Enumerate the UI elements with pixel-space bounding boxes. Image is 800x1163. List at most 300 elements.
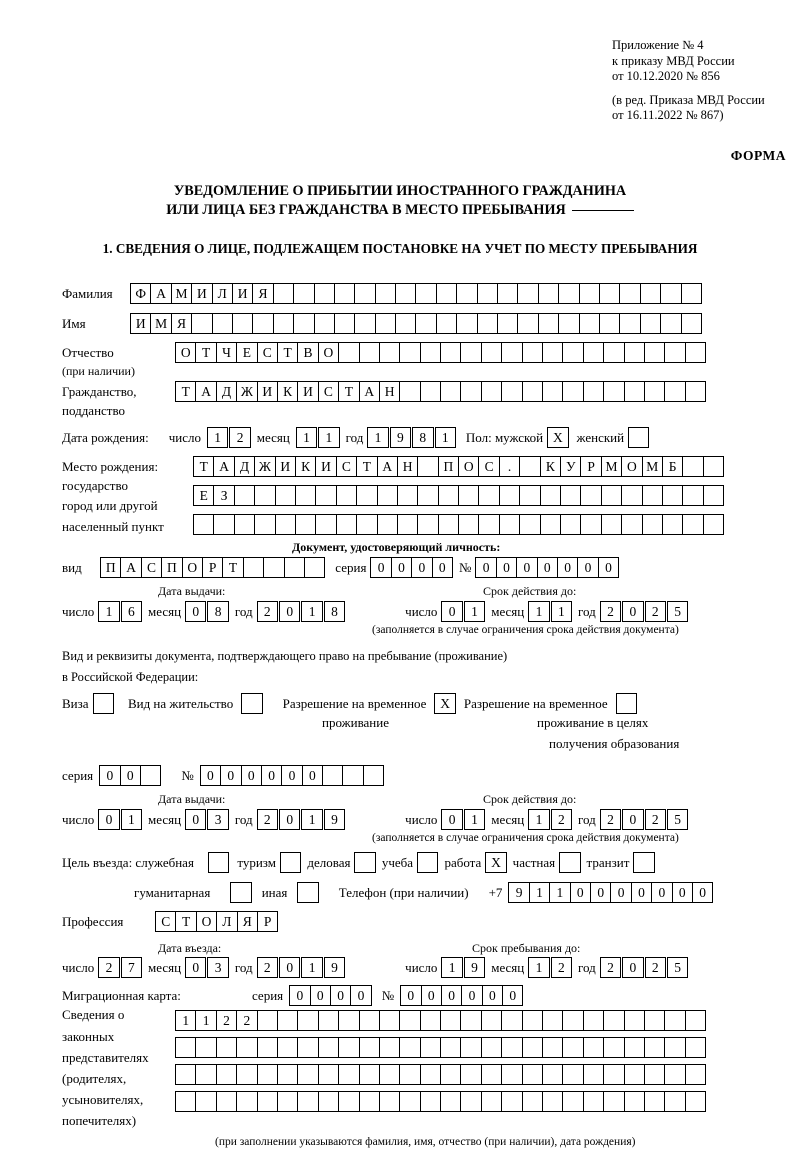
char-cell[interactable] xyxy=(583,1064,604,1085)
char-cell[interactable]: К xyxy=(295,456,316,477)
purpose-service-checkbox[interactable] xyxy=(208,852,229,873)
char-cell[interactable] xyxy=(338,1064,359,1085)
char-cell[interactable] xyxy=(254,514,275,535)
char-cell[interactable] xyxy=(542,1037,563,1058)
purpose-private-checkbox[interactable] xyxy=(559,852,580,873)
legal-rep-line2-input[interactable] xyxy=(175,1037,706,1058)
char-cell[interactable]: 2 xyxy=(600,809,621,830)
char-cell[interactable]: 1 xyxy=(551,601,572,622)
char-cell[interactable] xyxy=(354,313,375,334)
char-cell[interactable] xyxy=(460,1037,481,1058)
char-cell[interactable] xyxy=(377,485,398,506)
char-cell[interactable]: О xyxy=(458,456,479,477)
char-cell[interactable] xyxy=(359,1064,380,1085)
char-cell[interactable] xyxy=(379,1010,400,1031)
char-cell[interactable]: А xyxy=(359,381,380,402)
char-cell[interactable] xyxy=(322,765,343,786)
char-cell[interactable]: 1 xyxy=(98,601,119,622)
char-cell[interactable]: 2 xyxy=(257,809,278,830)
char-cell[interactable] xyxy=(314,283,335,304)
char-cell[interactable] xyxy=(583,342,604,363)
char-cell[interactable] xyxy=(681,283,702,304)
char-cell[interactable] xyxy=(542,342,563,363)
char-cell[interactable]: 1 xyxy=(121,809,142,830)
char-cell[interactable]: 2 xyxy=(600,601,621,622)
doc-type-input[interactable] xyxy=(100,557,325,578)
char-cell[interactable]: 0 xyxy=(610,882,631,903)
char-cell[interactable] xyxy=(664,1064,685,1085)
char-cell[interactable] xyxy=(399,381,420,402)
char-cell[interactable]: 0 xyxy=(279,809,300,830)
sex-female-checkbox[interactable] xyxy=(628,427,649,448)
char-cell[interactable]: П xyxy=(100,557,121,578)
char-cell[interactable] xyxy=(395,313,416,334)
char-cell[interactable]: Л xyxy=(216,911,237,932)
char-cell[interactable] xyxy=(685,1091,706,1112)
char-cell[interactable]: 1 xyxy=(529,882,550,903)
char-cell[interactable]: 1 xyxy=(549,882,570,903)
char-cell[interactable]: О xyxy=(196,911,217,932)
char-cell[interactable] xyxy=(318,1010,339,1031)
char-cell[interactable] xyxy=(395,283,416,304)
char-cell[interactable]: Е xyxy=(236,342,257,363)
char-cell[interactable] xyxy=(560,485,581,506)
char-cell[interactable] xyxy=(436,283,457,304)
char-cell[interactable] xyxy=(644,381,665,402)
char-cell[interactable] xyxy=(478,514,499,535)
char-cell[interactable]: 0 xyxy=(281,765,302,786)
char-cell[interactable]: 2 xyxy=(257,601,278,622)
char-cell[interactable] xyxy=(640,283,661,304)
char-cell[interactable]: . xyxy=(499,456,520,477)
char-cell[interactable]: Д xyxy=(216,381,237,402)
char-cell[interactable] xyxy=(685,1010,706,1031)
char-cell[interactable] xyxy=(420,381,441,402)
char-cell[interactable] xyxy=(275,514,296,535)
char-cell[interactable] xyxy=(682,514,703,535)
purpose-humanitarian-checkbox[interactable] xyxy=(230,882,251,903)
char-cell[interactable]: 0 xyxy=(400,985,421,1006)
char-cell[interactable] xyxy=(399,1037,420,1058)
purpose-transit-checkbox[interactable] xyxy=(633,852,654,873)
char-cell[interactable] xyxy=(458,485,479,506)
birthplace-line2-input[interactable] xyxy=(193,485,724,506)
char-cell[interactable]: 0 xyxy=(350,985,371,1006)
char-cell[interactable]: 0 xyxy=(279,957,300,978)
surname-input[interactable] xyxy=(130,283,702,304)
char-cell[interactable] xyxy=(601,514,622,535)
purpose-business-checkbox[interactable] xyxy=(354,852,375,873)
char-cell[interactable] xyxy=(415,313,436,334)
char-cell[interactable] xyxy=(304,557,325,578)
doc-series-input[interactable] xyxy=(370,557,453,578)
char-cell[interactable]: Т xyxy=(338,381,359,402)
char-cell[interactable] xyxy=(318,1064,339,1085)
char-cell[interactable] xyxy=(562,342,583,363)
char-cell[interactable] xyxy=(252,313,273,334)
char-cell[interactable]: О xyxy=(621,456,642,477)
char-cell[interactable] xyxy=(542,1064,563,1085)
char-cell[interactable] xyxy=(342,765,363,786)
legal-rep-line3-input[interactable] xyxy=(175,1064,706,1085)
temp-residence-checkbox[interactable]: X xyxy=(434,693,455,714)
char-cell[interactable]: И xyxy=(315,456,336,477)
char-cell[interactable]: 3 xyxy=(207,957,228,978)
char-cell[interactable]: 3 xyxy=(207,809,228,830)
char-cell[interactable] xyxy=(660,283,681,304)
char-cell[interactable]: 0 xyxy=(99,765,120,786)
char-cell[interactable]: 2 xyxy=(257,957,278,978)
char-cell[interactable]: А xyxy=(150,283,171,304)
char-cell[interactable] xyxy=(438,485,459,506)
char-cell[interactable]: 2 xyxy=(645,601,666,622)
char-cell[interactable] xyxy=(624,381,645,402)
char-cell[interactable] xyxy=(195,1037,216,1058)
edu-residence-checkbox[interactable] xyxy=(616,693,637,714)
char-cell[interactable]: 9 xyxy=(324,809,345,830)
stay-series-input[interactable] xyxy=(99,765,161,786)
char-cell[interactable] xyxy=(481,1010,502,1031)
char-cell[interactable] xyxy=(481,381,502,402)
char-cell[interactable] xyxy=(599,283,620,304)
entry-year-input[interactable] xyxy=(257,957,346,978)
char-cell[interactable]: 7 xyxy=(121,957,142,978)
char-cell[interactable]: 9 xyxy=(508,882,529,903)
char-cell[interactable] xyxy=(438,514,459,535)
char-cell[interactable] xyxy=(338,1037,359,1058)
char-cell[interactable]: 1 xyxy=(528,957,549,978)
char-cell[interactable] xyxy=(624,1064,645,1085)
char-cell[interactable] xyxy=(236,1037,257,1058)
char-cell[interactable]: 1 xyxy=(318,427,339,448)
stayuntil-year-input[interactable] xyxy=(600,957,689,978)
char-cell[interactable] xyxy=(234,514,255,535)
char-cell[interactable]: Н xyxy=(379,381,400,402)
char-cell[interactable] xyxy=(685,1064,706,1085)
char-cell[interactable]: В xyxy=(297,342,318,363)
char-cell[interactable] xyxy=(542,1091,563,1112)
char-cell[interactable] xyxy=(273,313,294,334)
char-cell[interactable] xyxy=(517,283,538,304)
char-cell[interactable] xyxy=(519,485,540,506)
char-cell[interactable]: 8 xyxy=(324,601,345,622)
char-cell[interactable]: У xyxy=(560,456,581,477)
char-cell[interactable]: И xyxy=(130,313,151,334)
char-cell[interactable] xyxy=(440,1010,461,1031)
char-cell[interactable]: О xyxy=(182,557,203,578)
char-cell[interactable]: И xyxy=(275,456,296,477)
char-cell[interactable] xyxy=(315,514,336,535)
char-cell[interactable] xyxy=(236,1064,257,1085)
char-cell[interactable]: 5 xyxy=(667,809,688,830)
char-cell[interactable]: И xyxy=(257,381,278,402)
char-cell[interactable]: М xyxy=(150,313,171,334)
char-cell[interactable] xyxy=(277,1064,298,1085)
char-cell[interactable]: 0 xyxy=(570,882,591,903)
purpose-study-checkbox[interactable] xyxy=(417,852,438,873)
legal-rep-line4-input[interactable] xyxy=(175,1091,706,1112)
char-cell[interactable] xyxy=(501,1037,522,1058)
char-cell[interactable] xyxy=(375,283,396,304)
char-cell[interactable]: 0 xyxy=(261,765,282,786)
issue-month-input[interactable] xyxy=(185,601,229,622)
issue-year-input[interactable] xyxy=(257,601,346,622)
char-cell[interactable]: Б xyxy=(662,456,683,477)
char-cell[interactable]: М xyxy=(601,456,622,477)
char-cell[interactable]: Т xyxy=(277,342,298,363)
char-cell[interactable]: К xyxy=(540,456,561,477)
char-cell[interactable] xyxy=(481,1064,502,1085)
char-cell[interactable]: Т xyxy=(222,557,243,578)
char-cell[interactable] xyxy=(558,313,579,334)
char-cell[interactable]: 1 xyxy=(301,601,322,622)
char-cell[interactable] xyxy=(558,283,579,304)
char-cell[interactable]: Т xyxy=(175,911,196,932)
char-cell[interactable] xyxy=(334,283,355,304)
char-cell[interactable]: 8 xyxy=(207,601,228,622)
char-cell[interactable] xyxy=(664,381,685,402)
char-cell[interactable] xyxy=(562,1037,583,1058)
char-cell[interactable] xyxy=(257,1037,278,1058)
char-cell[interactable] xyxy=(243,557,264,578)
char-cell[interactable] xyxy=(501,1091,522,1112)
stayuntil-day-input[interactable] xyxy=(441,957,485,978)
char-cell[interactable]: 0 xyxy=(461,985,482,1006)
char-cell[interactable]: 0 xyxy=(330,985,351,1006)
char-cell[interactable] xyxy=(420,1037,441,1058)
char-cell[interactable]: Ф xyxy=(130,283,151,304)
purpose-work-checkbox[interactable]: X xyxy=(485,852,506,873)
char-cell[interactable] xyxy=(685,1037,706,1058)
char-cell[interactable]: 0 xyxy=(289,985,310,1006)
char-cell[interactable]: 0 xyxy=(411,557,432,578)
char-cell[interactable] xyxy=(314,313,335,334)
char-cell[interactable] xyxy=(522,1064,543,1085)
char-cell[interactable]: Р xyxy=(580,456,601,477)
char-cell[interactable]: Ч xyxy=(216,342,237,363)
char-cell[interactable] xyxy=(263,557,284,578)
char-cell[interactable]: 0 xyxy=(502,985,523,1006)
char-cell[interactable]: И xyxy=(297,381,318,402)
char-cell[interactable] xyxy=(644,1064,665,1085)
char-cell[interactable] xyxy=(624,342,645,363)
char-cell[interactable]: 5 xyxy=(667,601,688,622)
char-cell[interactable]: П xyxy=(438,456,459,477)
char-cell[interactable]: 0 xyxy=(672,882,693,903)
char-cell[interactable]: 0 xyxy=(598,557,619,578)
char-cell[interactable] xyxy=(499,485,520,506)
char-cell[interactable]: 0 xyxy=(622,809,643,830)
birthplace-line3-input[interactable] xyxy=(193,514,724,535)
char-cell[interactable] xyxy=(379,1064,400,1085)
char-cell[interactable] xyxy=(621,514,642,535)
char-cell[interactable] xyxy=(580,485,601,506)
char-cell[interactable] xyxy=(703,456,724,477)
char-cell[interactable] xyxy=(191,313,212,334)
char-cell[interactable] xyxy=(436,313,457,334)
char-cell[interactable]: 0 xyxy=(391,557,412,578)
char-cell[interactable]: М xyxy=(642,456,663,477)
doc-number-input[interactable] xyxy=(475,557,619,578)
char-cell[interactable] xyxy=(517,313,538,334)
char-cell[interactable] xyxy=(538,313,559,334)
char-cell[interactable] xyxy=(522,342,543,363)
char-cell[interactable] xyxy=(603,381,624,402)
stayuntil-month-input[interactable] xyxy=(528,957,572,978)
char-cell[interactable] xyxy=(644,1037,665,1058)
char-cell[interactable]: 0 xyxy=(120,765,141,786)
char-cell[interactable]: Н xyxy=(397,456,418,477)
char-cell[interactable]: 1 xyxy=(528,601,549,622)
char-cell[interactable]: 0 xyxy=(432,557,453,578)
char-cell[interactable]: С xyxy=(155,911,176,932)
issue-day-input[interactable] xyxy=(98,601,142,622)
char-cell[interactable]: 0 xyxy=(590,882,611,903)
char-cell[interactable]: 1 xyxy=(301,957,322,978)
char-cell[interactable]: 0 xyxy=(622,601,643,622)
char-cell[interactable]: Р xyxy=(257,911,278,932)
char-cell[interactable]: А xyxy=(195,381,216,402)
char-cell[interactable] xyxy=(336,514,357,535)
char-cell[interactable] xyxy=(415,283,436,304)
sex-male-checkbox[interactable]: X xyxy=(547,427,568,448)
char-cell[interactable]: Я xyxy=(252,283,273,304)
char-cell[interactable]: 2 xyxy=(236,1010,257,1031)
char-cell[interactable] xyxy=(293,313,314,334)
char-cell[interactable] xyxy=(297,1010,318,1031)
char-cell[interactable] xyxy=(277,1091,298,1112)
char-cell[interactable]: 0 xyxy=(200,765,221,786)
char-cell[interactable]: Я xyxy=(171,313,192,334)
char-cell[interactable] xyxy=(440,1037,461,1058)
char-cell[interactable] xyxy=(460,381,481,402)
char-cell[interactable]: 2 xyxy=(229,427,250,448)
char-cell[interactable]: 0 xyxy=(441,809,462,830)
char-cell[interactable]: И xyxy=(191,283,212,304)
char-cell[interactable] xyxy=(481,1091,502,1112)
char-cell[interactable] xyxy=(213,514,234,535)
char-cell[interactable]: 9 xyxy=(464,957,485,978)
char-cell[interactable] xyxy=(501,1064,522,1085)
char-cell[interactable] xyxy=(315,485,336,506)
char-cell[interactable] xyxy=(377,514,398,535)
char-cell[interactable] xyxy=(175,1064,196,1085)
char-cell[interactable] xyxy=(579,283,600,304)
char-cell[interactable]: 1 xyxy=(207,427,228,448)
char-cell[interactable] xyxy=(542,381,563,402)
char-cell[interactable] xyxy=(284,557,305,578)
stay-valid-month-input[interactable] xyxy=(528,809,572,830)
char-cell[interactable]: 0 xyxy=(98,809,119,830)
char-cell[interactable] xyxy=(603,1064,624,1085)
stay-issue-month-input[interactable] xyxy=(185,809,229,830)
char-cell[interactable] xyxy=(277,1010,298,1031)
char-cell[interactable] xyxy=(664,1091,685,1112)
char-cell[interactable] xyxy=(440,342,461,363)
patronymic-input[interactable] xyxy=(175,342,706,363)
char-cell[interactable] xyxy=(562,1091,583,1112)
char-cell[interactable] xyxy=(257,1064,278,1085)
char-cell[interactable] xyxy=(257,1010,278,1031)
char-cell[interactable] xyxy=(562,1064,583,1085)
stay-valid-day-input[interactable] xyxy=(441,809,485,830)
char-cell[interactable] xyxy=(336,485,357,506)
char-cell[interactable] xyxy=(497,313,518,334)
char-cell[interactable] xyxy=(562,381,583,402)
visa-checkbox[interactable] xyxy=(93,693,114,714)
char-cell[interactable]: 6 xyxy=(121,601,142,622)
char-cell[interactable] xyxy=(664,342,685,363)
char-cell[interactable]: 0 xyxy=(537,557,558,578)
char-cell[interactable] xyxy=(216,1037,237,1058)
char-cell[interactable] xyxy=(216,1091,237,1112)
char-cell[interactable] xyxy=(338,1091,359,1112)
char-cell[interactable]: 0 xyxy=(220,765,241,786)
char-cell[interactable]: 0 xyxy=(185,809,206,830)
char-cell[interactable]: 0 xyxy=(692,882,713,903)
char-cell[interactable] xyxy=(297,1064,318,1085)
char-cell[interactable] xyxy=(603,1091,624,1112)
char-cell[interactable] xyxy=(417,485,438,506)
char-cell[interactable] xyxy=(318,1091,339,1112)
char-cell[interactable] xyxy=(522,1037,543,1058)
char-cell[interactable] xyxy=(619,283,640,304)
char-cell[interactable] xyxy=(440,381,461,402)
char-cell[interactable]: 2 xyxy=(551,809,572,830)
char-cell[interactable] xyxy=(579,313,600,334)
char-cell[interactable] xyxy=(703,514,724,535)
char-cell[interactable]: 0 xyxy=(441,985,462,1006)
valid-day-input[interactable] xyxy=(441,601,485,622)
char-cell[interactable]: А xyxy=(213,456,234,477)
char-cell[interactable] xyxy=(685,381,706,402)
char-cell[interactable]: 1 xyxy=(301,809,322,830)
char-cell[interactable] xyxy=(175,1091,196,1112)
char-cell[interactable] xyxy=(499,514,520,535)
birth-day-input[interactable] xyxy=(207,427,251,448)
char-cell[interactable] xyxy=(477,283,498,304)
birthplace-line1-input[interactable] xyxy=(193,456,724,477)
char-cell[interactable] xyxy=(356,485,377,506)
char-cell[interactable]: 1 xyxy=(528,809,549,830)
char-cell[interactable]: Т xyxy=(356,456,377,477)
char-cell[interactable] xyxy=(297,1091,318,1112)
char-cell[interactable]: 2 xyxy=(645,957,666,978)
char-cell[interactable] xyxy=(458,514,479,535)
char-cell[interactable] xyxy=(257,1091,278,1112)
char-cell[interactable] xyxy=(642,514,663,535)
char-cell[interactable]: 2 xyxy=(645,809,666,830)
char-cell[interactable] xyxy=(363,765,384,786)
char-cell[interactable]: 0 xyxy=(622,957,643,978)
char-cell[interactable] xyxy=(212,313,233,334)
char-cell[interactable]: 9 xyxy=(390,427,411,448)
char-cell[interactable] xyxy=(356,514,377,535)
char-cell[interactable]: П xyxy=(161,557,182,578)
char-cell[interactable] xyxy=(195,1064,216,1085)
char-cell[interactable]: 0 xyxy=(475,557,496,578)
char-cell[interactable] xyxy=(497,283,518,304)
char-cell[interactable]: 2 xyxy=(216,1010,237,1031)
legal-rep-line1-input[interactable] xyxy=(175,1010,706,1031)
char-cell[interactable]: 1 xyxy=(435,427,456,448)
stay-number-input[interactable] xyxy=(200,765,385,786)
char-cell[interactable] xyxy=(234,485,255,506)
char-cell[interactable] xyxy=(481,342,502,363)
birth-month-input[interactable] xyxy=(296,427,340,448)
char-cell[interactable]: Ж xyxy=(236,381,257,402)
char-cell[interactable] xyxy=(379,342,400,363)
